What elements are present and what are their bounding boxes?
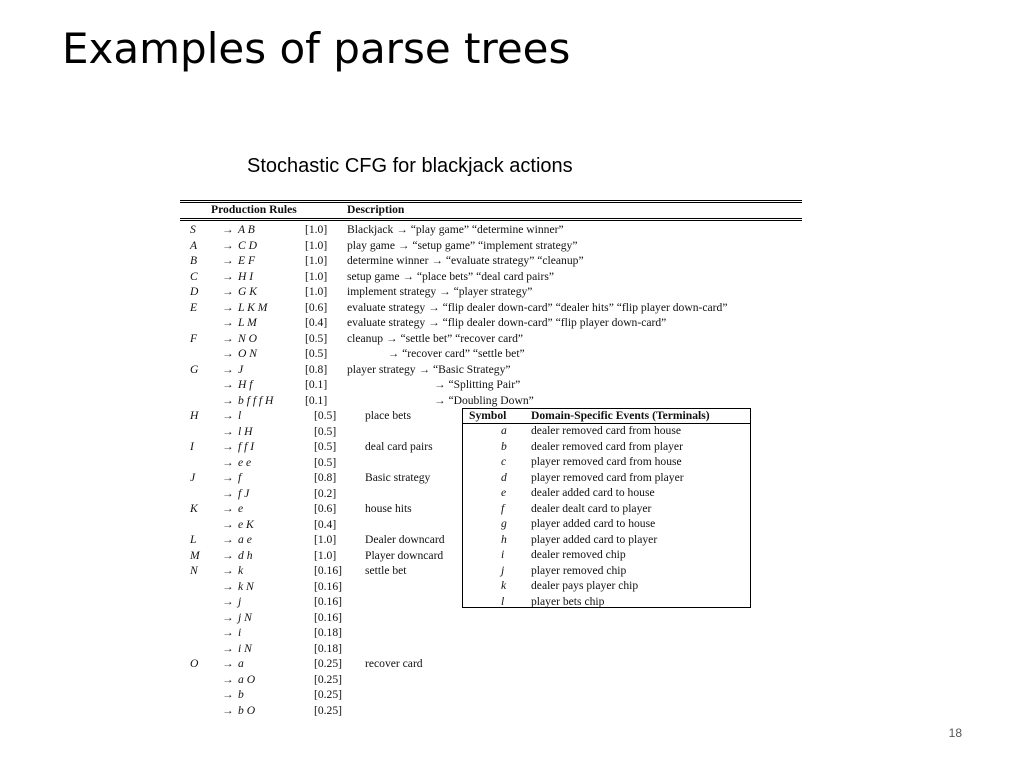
rule-arrow-icon: → xyxy=(222,703,234,717)
rule-rhs: a O xyxy=(238,672,256,686)
rule-probability: [0.16] xyxy=(314,595,343,608)
rule-probability: [0.5] xyxy=(314,440,337,453)
production-rule-row xyxy=(180,239,802,255)
rule-probability: [0.16] xyxy=(314,564,343,577)
rule-rhs: l H xyxy=(238,424,253,438)
rule-rhs: k xyxy=(238,564,244,577)
production-rule-row xyxy=(180,316,802,332)
rule-probability: [1.0] xyxy=(305,223,328,236)
rule-lhs: M xyxy=(190,548,200,562)
terminal-event: player removed card from house xyxy=(531,455,682,468)
rule-rhs: j xyxy=(238,595,242,608)
terminal-row xyxy=(463,424,750,440)
terminal-symbol: f xyxy=(501,501,505,515)
rule-arrow-icon: → xyxy=(222,517,234,531)
terminal-event: dealer pays player chip xyxy=(531,579,639,592)
terminal-symbol: e xyxy=(501,486,507,499)
header-events: Domain-Specific Events (Terminals) xyxy=(531,409,710,422)
rule-rhs: L M xyxy=(238,316,257,329)
terminal-event: player added card to house xyxy=(531,517,656,530)
rule-description: deal card pairs xyxy=(365,440,433,453)
terminal-event: player bets chip xyxy=(531,594,605,608)
rule-rhs: e K xyxy=(238,517,254,531)
rule-probability: [0.5] xyxy=(314,409,337,422)
rule-description: Basic strategy xyxy=(365,471,431,484)
rule-description: evaluate strategy → “flip dealer down-card” “flip player down-card” xyxy=(347,316,667,329)
rule-description: → “recover card” “settle bet” xyxy=(347,347,525,360)
rule-probability: [1.0] xyxy=(305,254,328,267)
header-production-rules: Production Rules xyxy=(211,203,297,216)
rule-lhs: N xyxy=(190,564,198,577)
rule-arrow-icon: → xyxy=(222,300,234,314)
rule-lhs: L xyxy=(190,533,197,546)
rule-probability: [1.0] xyxy=(314,548,337,562)
top-rule xyxy=(180,200,802,201)
rule-arrow-icon: → xyxy=(222,440,234,453)
rule-probability: [0.4] xyxy=(314,517,337,531)
production-rule-row xyxy=(180,270,802,286)
terminal-symbol: a xyxy=(501,424,507,437)
rule-probability: [0.6] xyxy=(305,300,328,314)
rule-probability: [1.0] xyxy=(305,238,328,252)
rule-rhs: l xyxy=(238,409,242,422)
terminal-row xyxy=(463,471,750,487)
terminal-event: player added card to player xyxy=(531,532,658,546)
rule-rhs: G K xyxy=(238,285,258,298)
terminals-bottom-rule xyxy=(463,607,750,608)
terminals-table xyxy=(462,408,751,608)
rule-arrow-icon: → xyxy=(222,424,234,438)
rule-lhs: C xyxy=(190,269,198,283)
rule-arrow-icon: → xyxy=(222,610,234,624)
terminal-symbol: i xyxy=(501,548,505,561)
rule-arrow-icon: → xyxy=(222,269,234,283)
rule-probability: [1.0] xyxy=(314,533,337,546)
rule-arrow-icon: → xyxy=(222,316,234,329)
production-rule-row xyxy=(180,301,802,317)
rule-arrow-icon: → xyxy=(222,285,234,298)
rule-probability: [0.5] xyxy=(314,424,337,438)
rule-lhs: H xyxy=(190,409,199,422)
terminal-event: dealer dealt card to player xyxy=(531,501,652,515)
rule-probability: [0.25] xyxy=(314,688,343,701)
rule-arrow-icon: → xyxy=(222,672,234,686)
terminal-row xyxy=(463,455,750,471)
rule-probability: [0.2] xyxy=(314,486,337,500)
rule-probability: [1.0] xyxy=(305,269,328,283)
rule-lhs: G xyxy=(190,362,199,376)
rule-arrow-icon: → xyxy=(222,393,234,407)
rule-lhs: S xyxy=(190,223,196,236)
rule-arrow-icon: → xyxy=(222,331,234,345)
rule-description: evaluate strategy → “flip dealer down-card” “dealer hits” “flip player down-card” xyxy=(347,300,728,314)
rule-rhs: b O xyxy=(238,703,256,717)
rule-probability: [0.5] xyxy=(305,347,328,360)
slide-number: 18 xyxy=(948,726,962,740)
rule-arrow-icon: → xyxy=(222,378,234,391)
figure-caption: Stochastic CFG for blackjack actions xyxy=(247,155,573,177)
rule-lhs: F xyxy=(190,331,198,345)
rule-arrow-icon: → xyxy=(222,486,234,500)
production-rule-row xyxy=(180,223,802,239)
rule-description: determine winner → “evaluate strategy” “cleanup” xyxy=(347,254,584,267)
production-rule-row xyxy=(180,657,802,673)
terminal-event: player removed card from player xyxy=(531,470,684,484)
rule-lhs: K xyxy=(190,502,198,515)
rule-rhs: a e xyxy=(238,533,252,546)
production-rule-row xyxy=(180,285,802,301)
rule-lhs: A xyxy=(190,238,198,252)
rule-rhs: j N xyxy=(238,610,252,624)
rule-rhs: H f xyxy=(238,378,253,391)
terminal-event: dealer added card to house xyxy=(531,486,655,499)
rule-rhs: e e xyxy=(238,455,252,469)
rule-probability: [0.6] xyxy=(314,502,337,515)
terminal-event: player removed chip xyxy=(531,563,627,577)
production-rule-row xyxy=(180,394,802,410)
terminal-row xyxy=(463,548,750,564)
rule-probability: [0.18] xyxy=(314,626,343,639)
header-description: Description xyxy=(347,203,405,216)
rule-description: cleanup → “settle bet” “recover card” xyxy=(347,331,524,345)
rule-probability: [1.0] xyxy=(305,285,328,298)
terminal-symbol: k xyxy=(501,579,507,592)
production-rule-row xyxy=(180,673,802,689)
rule-rhs: a xyxy=(238,657,244,670)
rule-arrow-icon: → xyxy=(222,238,234,252)
rule-description: player strategy → “Basic Strategy” xyxy=(347,362,511,376)
terminal-row xyxy=(463,533,750,549)
terminal-row xyxy=(463,564,750,580)
slide-title: Examples of parse trees xyxy=(62,24,571,73)
rule-description: Dealer downcard xyxy=(365,533,445,546)
rule-description: Blackjack → “play game” “determine winner” xyxy=(347,223,564,236)
rule-rhs: f f I xyxy=(238,440,255,453)
rule-rhs: f J xyxy=(238,486,250,500)
rule-rhs: N O xyxy=(238,331,258,345)
rule-probability: [0.8] xyxy=(314,471,337,484)
rule-description: place bets xyxy=(365,409,412,422)
rule-description: setup game → “place bets” “deal card pairs” xyxy=(347,269,554,283)
rule-probability: [0.4] xyxy=(305,316,328,329)
rule-description: house hits xyxy=(365,502,412,515)
rule-rhs: i xyxy=(238,626,242,639)
rule-probability: [0.1] xyxy=(305,378,328,391)
rule-probability: [0.16] xyxy=(314,610,343,624)
terminal-symbol: b xyxy=(501,439,507,453)
rule-arrow-icon: → xyxy=(222,347,234,360)
terminal-event: dealer removed card from house xyxy=(531,424,682,437)
rule-rhs: C D xyxy=(238,238,258,252)
terminal-row xyxy=(463,517,750,533)
terminal-symbol: j xyxy=(501,563,505,577)
production-rule-row xyxy=(180,688,802,704)
rule-rhs: i N xyxy=(238,641,252,655)
rule-probability: [0.25] xyxy=(314,672,343,686)
rule-arrow-icon: → xyxy=(222,564,234,577)
rule-arrow-icon: → xyxy=(222,254,234,267)
production-rule-row xyxy=(180,378,802,394)
rule-description: → “Splitting Pair” xyxy=(347,378,521,391)
rule-rhs: H I xyxy=(238,269,254,283)
rule-lhs: B xyxy=(190,254,198,267)
rule-arrow-icon: → xyxy=(222,688,234,701)
rule-rhs: b xyxy=(238,688,244,701)
rule-arrow-icon: → xyxy=(222,471,234,484)
rule-lhs: I xyxy=(190,440,194,453)
production-rule-row xyxy=(180,332,802,348)
rule-rhs: J xyxy=(238,362,244,376)
rule-rhs: b f f f H xyxy=(238,393,274,407)
rule-rhs: O N xyxy=(238,347,258,360)
terminal-symbol: c xyxy=(501,455,507,468)
production-rule-row xyxy=(180,704,802,720)
terminal-symbol: l xyxy=(501,594,505,608)
rule-arrow-icon: → xyxy=(222,223,234,236)
rule-rhs: d h xyxy=(238,548,253,562)
rule-arrow-icon: → xyxy=(222,409,234,422)
production-rule-row xyxy=(180,642,802,658)
rule-rhs: A B xyxy=(238,223,255,236)
rule-lhs: D xyxy=(190,285,199,298)
terminal-symbol: g xyxy=(501,517,507,530)
rule-arrow-icon: → xyxy=(222,455,234,469)
terminal-row xyxy=(463,579,750,595)
terminal-event: dealer removed card from player xyxy=(531,439,683,453)
production-rule-row xyxy=(180,347,802,363)
rule-rhs: E F xyxy=(238,254,256,267)
rule-lhs: O xyxy=(190,657,199,670)
rule-probability: [0.8] xyxy=(305,362,328,376)
rule-description: → “Doubling Down” xyxy=(347,393,534,407)
rule-arrow-icon: → xyxy=(222,626,234,639)
production-rule-row xyxy=(180,611,802,627)
terminal-row xyxy=(463,440,750,456)
terminal-row xyxy=(463,486,750,502)
rule-rhs: L K M xyxy=(238,300,268,314)
rule-description: play game → “setup game” “implement strategy” xyxy=(347,238,578,252)
rule-lhs: E xyxy=(190,300,198,314)
rule-arrow-icon: → xyxy=(222,641,234,655)
terminal-symbol: d xyxy=(501,470,507,484)
grammar-table xyxy=(180,198,802,718)
header-rule-double xyxy=(180,220,802,221)
rule-arrow-icon: → xyxy=(222,362,234,376)
terminal-row xyxy=(463,502,750,518)
production-rule-row xyxy=(180,363,802,379)
rule-lhs: J xyxy=(190,471,196,484)
rule-description: recover card xyxy=(365,657,423,670)
rule-probability: [0.25] xyxy=(314,703,343,717)
rule-description: implement strategy → “player strategy” xyxy=(347,285,533,298)
rule-probability: [0.1] xyxy=(305,393,328,407)
rule-probability: [0.18] xyxy=(314,641,343,655)
rule-probability: [0.5] xyxy=(314,455,337,469)
rule-probability: [0.25] xyxy=(314,657,343,670)
header-rule xyxy=(180,218,802,219)
rule-arrow-icon: → xyxy=(222,579,234,593)
header-symbol: Symbol xyxy=(469,409,507,422)
rule-rhs: k N xyxy=(238,579,254,593)
rule-description: settle bet xyxy=(365,564,407,577)
rule-arrow-icon: → xyxy=(222,548,234,562)
rule-probability: [0.5] xyxy=(305,331,328,345)
terminal-symbol: h xyxy=(501,532,507,546)
rule-rhs: f xyxy=(238,471,242,484)
rule-rhs: e xyxy=(238,502,244,515)
rule-arrow-icon: → xyxy=(222,502,234,515)
production-rule-row xyxy=(180,254,802,270)
rule-probability: [0.16] xyxy=(314,579,343,593)
rule-description: Player downcard xyxy=(365,548,444,562)
terminal-event: dealer removed chip xyxy=(531,548,626,561)
rule-arrow-icon: → xyxy=(222,533,234,546)
production-rule-row xyxy=(180,626,802,642)
rule-arrow-icon: → xyxy=(222,657,234,670)
rule-arrow-icon: → xyxy=(222,595,234,608)
